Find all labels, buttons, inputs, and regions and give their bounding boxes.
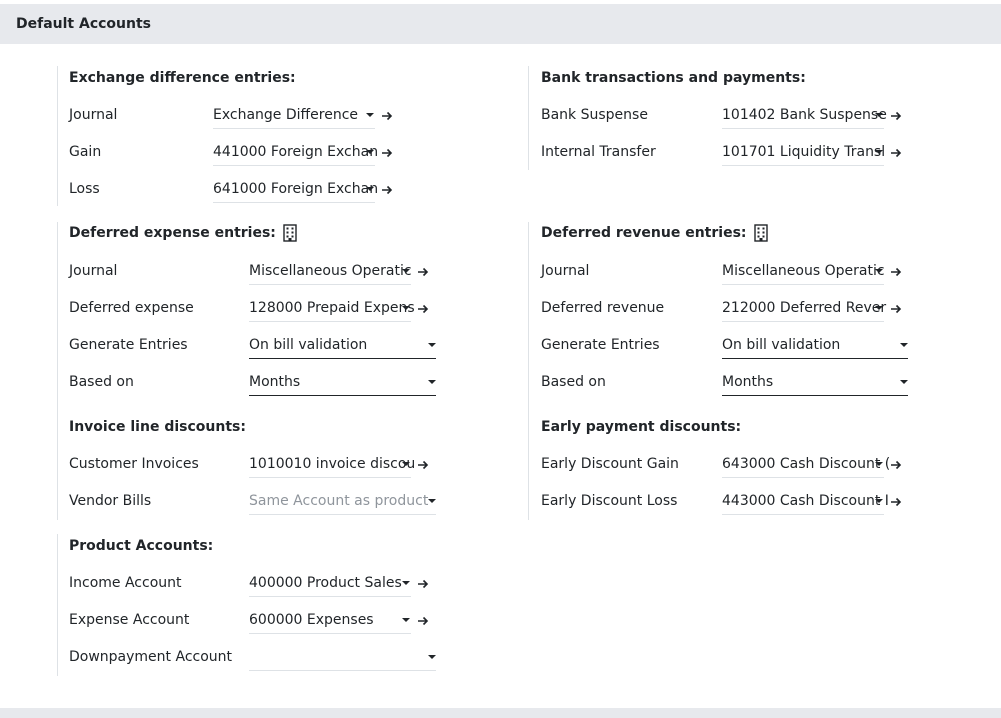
caret-down-icon[interactable] [428,380,436,384]
early-discount-gain-field[interactable] [722,452,891,478]
arrow-right-icon[interactable] [889,109,903,123]
deferred-expense-generate-value: On bill validation [249,337,368,353]
exchange-gain-label: Gain [69,144,102,160]
downpayment-account-label: Downpayment Account [69,649,233,665]
customer-invoices-label: Customer Invoices [69,456,199,472]
arrow-right-icon[interactable] [889,146,903,160]
deferred-expense-generate-label: Generate Entries [69,337,188,353]
income-account-label: Income Account [69,575,182,591]
arrow-right-icon[interactable] [416,614,430,628]
caret-down-icon[interactable] [366,150,374,154]
exchange-journal-label: Journal [69,107,118,123]
vendor-bills-field[interactable] [249,489,436,515]
deferred-revenue-account-label: Deferred revenue [541,300,665,316]
deferred-revenue-generate-label: Generate Entries [541,337,660,353]
product-accounts-heading-text: Product Accounts: [69,538,214,554]
expense-account-field[interactable] [249,608,411,634]
deferred-expense-based-label: Based on [69,374,134,390]
deferred-expense-journal-field[interactable] [249,259,411,285]
bank-suspense-field[interactable] [722,103,887,129]
building-icon [283,224,297,242]
deferred-expense-journal-label: Journal [69,263,118,279]
income-account-field[interactable] [249,571,411,597]
bank-transfer-value: 101701 Liquidity Transl [722,144,886,160]
deferred-revenue-based-value: Months [722,374,774,390]
right-column-divider [528,222,529,520]
deferred-expense-heading [69,224,297,242]
left-column-divider [57,222,58,520]
vendor-bills-label: Vendor Bills [69,493,152,509]
deferred-revenue-journal-label: Journal [541,263,590,279]
deferred-expense-account-label: Deferred expense [69,300,194,316]
vendor-bills-placeholder: Same Account as product [249,493,429,509]
exchange-journal-field[interactable] [213,103,375,129]
deferred-revenue-journal-field[interactable] [722,259,884,285]
arrow-right-icon[interactable] [889,458,903,472]
product-accounts-heading [69,538,213,554]
caret-down-icon[interactable] [875,306,883,310]
caret-down-icon[interactable] [428,499,436,503]
caret-down-icon[interactable] [402,306,410,310]
caret-down-icon[interactable] [900,380,908,384]
caret-down-icon[interactable] [366,113,374,117]
invoice-discounts-heading-text: Invoice line discounts: [69,419,246,435]
arrow-right-icon[interactable] [416,265,430,279]
deferred-revenue-heading-text: Deferred revenue entries: [541,225,747,241]
caret-down-icon[interactable] [402,618,410,622]
caret-down-icon[interactable] [402,581,410,585]
downpayment-account-field[interactable] [249,645,436,671]
customer-invoices-field[interactable] [249,452,416,478]
caret-down-icon[interactable] [875,269,883,273]
arrow-right-icon[interactable] [416,458,430,472]
caret-down-icon[interactable] [428,655,436,659]
deferred-revenue-based-select[interactable] [722,370,908,396]
customer-invoices-value: 1010010 invoice discou [249,456,416,472]
deferred-revenue-account-field[interactable] [722,296,887,322]
bank-suspense-value: 101402 Bank Suspense [722,107,887,123]
deferred-expense-journal-value: Miscellaneous Operatic [249,263,412,279]
deferred-revenue-generate-select[interactable] [722,333,908,359]
arrow-right-icon[interactable] [889,265,903,279]
caret-down-icon[interactable] [875,113,883,117]
caret-down-icon[interactable] [875,462,883,466]
left-column-divider [57,534,58,676]
deferred-revenue-journal-value: Miscellaneous Operatic [722,263,885,279]
exchange-journal-value: Exchange Difference [213,107,359,123]
early-payment-heading [541,419,741,435]
arrow-right-icon[interactable] [380,146,394,160]
early-discount-loss-label: Early Discount Loss [541,493,678,509]
early-discount-gain-label: Early Discount Gain [541,456,679,472]
bank-suspense-label: Bank Suspense [541,107,648,123]
building-icon [754,224,768,242]
exchange-heading-text: Exchange difference entries: [69,70,296,86]
deferred-expense-account-value: 128000 Prepaid Expens [249,300,415,316]
deferred-revenue-based-label: Based on [541,374,606,390]
deferred-expense-heading-text: Deferred expense entries: [69,225,276,241]
expense-account-label: Expense Account [69,612,190,628]
deferred-expense-generate-select[interactable] [249,333,436,359]
early-payment-heading-text: Early payment discounts: [541,419,742,435]
caret-down-icon[interactable] [428,343,436,347]
deferred-revenue-generate-value: On bill validation [722,337,841,353]
exchange-heading [69,70,296,86]
bank-transfer-label: Internal Transfer [541,144,656,160]
right-column-divider [528,66,529,170]
invoice-discounts-heading [69,419,246,435]
arrow-right-icon[interactable] [416,577,430,591]
early-discount-loss-value: 443000 Cash Discount I [722,493,889,509]
early-discount-loss-field[interactable] [722,489,889,515]
arrow-right-icon[interactable] [889,302,903,316]
left-column-divider [57,66,58,206]
deferred-revenue-account-value: 212000 Deferred Rever [722,300,887,316]
exchange-gain-value: 441000 Foreign Exchan [213,144,379,160]
exchange-loss-value: 641000 Foreign Exchan [213,181,379,197]
bank-heading-text: Bank transactions and payments: [541,70,806,86]
exchange-gain-field[interactable] [213,140,379,166]
deferred-revenue-heading [541,224,768,242]
arrow-right-icon[interactable] [416,302,430,316]
expense-account-value: 600000 Expenses [249,612,374,628]
caret-down-icon[interactable] [875,499,883,503]
section-title: Default Accounts [16,16,151,32]
arrow-right-icon[interactable] [380,109,394,123]
caret-down-icon[interactable] [366,187,374,191]
bank-transfer-field[interactable] [722,140,884,166]
caret-down-icon[interactable] [402,462,410,466]
deferred-expense-based-value: Months [249,374,301,390]
income-account-value: 400000 Product Sales [249,575,402,591]
arrow-right-icon[interactable] [380,183,394,197]
early-discount-gain-value: 643000 Cash Discount ( [722,456,891,472]
caret-down-icon[interactable] [875,150,883,154]
caret-down-icon[interactable] [402,269,410,273]
deferred-expense-based-select[interactable] [249,370,436,396]
bank-heading [541,70,806,86]
exchange-loss-label: Loss [69,181,100,197]
deferred-expense-account-field[interactable] [249,296,415,322]
section-header [0,4,1001,44]
caret-down-icon[interactable] [900,343,908,347]
next-section-header [0,708,1001,718]
exchange-loss-field[interactable] [213,177,379,203]
arrow-right-icon[interactable] [889,495,903,509]
